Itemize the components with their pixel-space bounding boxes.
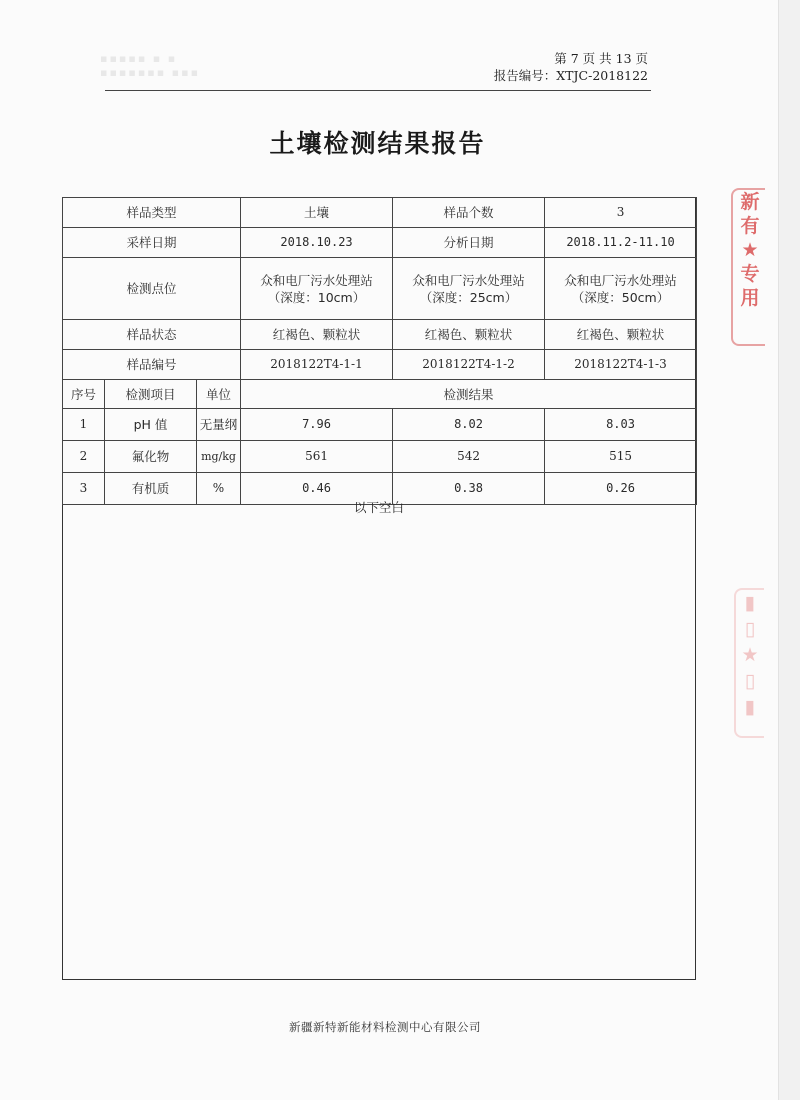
seal-star-icon: ★ bbox=[741, 239, 759, 261]
sampling-date-label: 采样日期 bbox=[63, 228, 241, 258]
column-header-result: 检测结果 bbox=[241, 380, 697, 409]
sample-type-label: 样品类型 bbox=[63, 198, 241, 228]
official-seal bbox=[731, 188, 765, 346]
faint-watermark: ▪▪▪▪▪ ▪ ▪ ▪▪▪▪▪▪▪ ▪▪▪ bbox=[100, 52, 201, 79]
analysis-date-value: 2018.11.2-11.10 bbox=[545, 228, 697, 258]
seal-char: 用 bbox=[740, 287, 760, 309]
seal-char: 有 bbox=[740, 215, 760, 237]
table-row bbox=[63, 320, 697, 350]
test-item: pH 值 bbox=[105, 409, 197, 441]
report-number: 报告编号：XTJC-2018122 bbox=[493, 68, 648, 83]
column-header-item: 检测项目 bbox=[105, 380, 197, 409]
test-point-site: 众和电厂污水处理站 bbox=[564, 272, 677, 288]
sample-state-value: 红褐色、颗粒状 bbox=[545, 320, 697, 350]
test-unit: mg/kg bbox=[197, 441, 241, 473]
sampling-date-value: 2018.10.23 bbox=[241, 228, 393, 258]
seal-char: 新 bbox=[740, 191, 760, 213]
seal-char: ▯ bbox=[744, 618, 756, 640]
blank-below-note: 以下空白 bbox=[353, 500, 404, 515]
sample-state-value: 红褐色、颗粒状 bbox=[393, 320, 545, 350]
results-header-row bbox=[63, 380, 697, 409]
test-item: 氟化物 bbox=[105, 441, 197, 473]
result-value: 515 bbox=[545, 441, 697, 473]
page-header bbox=[494, 50, 648, 84]
faded-seal bbox=[734, 588, 764, 738]
seal-char: 专 bbox=[740, 263, 760, 285]
test-point-site: 众和电厂污水处理站 bbox=[260, 272, 373, 288]
result-value: 8.03 bbox=[545, 409, 697, 441]
seal-char: ▯ bbox=[744, 670, 756, 692]
analysis-date-label: 分析日期 bbox=[393, 228, 545, 258]
header-divider bbox=[105, 90, 651, 91]
test-point-cell bbox=[241, 258, 393, 320]
row-number: 3 bbox=[63, 473, 105, 505]
sample-state-label: 样品状态 bbox=[63, 320, 241, 350]
table-row bbox=[63, 258, 697, 320]
table-row bbox=[63, 409, 697, 441]
sample-state-value: 红褐色、颗粒状 bbox=[241, 320, 393, 350]
test-item: 有机质 bbox=[105, 473, 197, 505]
column-header-no: 序号 bbox=[63, 380, 105, 409]
table-row bbox=[63, 228, 697, 258]
sample-number-value: 2018122T4-1-3 bbox=[545, 350, 697, 380]
sample-count-label: 样品个数 bbox=[393, 198, 545, 228]
table-row bbox=[63, 350, 697, 380]
sample-type-value: 土壤 bbox=[241, 198, 393, 228]
row-number: 2 bbox=[63, 441, 105, 473]
sample-number-value: 2018122T4-1-2 bbox=[393, 350, 545, 380]
seal-char: ▮ bbox=[744, 592, 756, 614]
column-header-unit: 单位 bbox=[197, 380, 241, 409]
table-row bbox=[63, 441, 697, 473]
results-table bbox=[62, 197, 697, 505]
result-value: 561 bbox=[241, 441, 393, 473]
page-info: 第 7 页 共 13 页 bbox=[554, 51, 648, 66]
row-number: 1 bbox=[63, 409, 105, 441]
test-points-label: 检测点位 bbox=[63, 258, 241, 320]
sample-number-label: 样品编号 bbox=[63, 350, 241, 380]
sample-count-value: 3 bbox=[545, 198, 697, 228]
test-point-cell bbox=[393, 258, 545, 320]
result-value: 0.26 bbox=[545, 473, 697, 505]
test-point-depth: （深度：50cm） bbox=[571, 289, 670, 305]
table-row bbox=[63, 198, 697, 228]
seal-char: ▮ bbox=[744, 696, 756, 718]
result-value: 0.46 bbox=[241, 473, 393, 505]
company-footer: 新疆新特新能材料检测中心有限公司 bbox=[289, 1020, 481, 1034]
result-value: 542 bbox=[393, 441, 545, 473]
test-unit: % bbox=[197, 473, 241, 505]
test-point-cell bbox=[545, 258, 697, 320]
result-value: 8.02 bbox=[393, 409, 545, 441]
test-point-depth: （深度：10cm） bbox=[267, 289, 366, 305]
seal-star-icon: ★ bbox=[741, 644, 759, 666]
sample-number-value: 2018122T4-1-1 bbox=[241, 350, 393, 380]
test-point-depth: （深度：25cm） bbox=[419, 289, 518, 305]
result-value: 7.96 bbox=[241, 409, 393, 441]
test-unit: 无量纲 bbox=[197, 409, 241, 441]
result-value: 0.38 bbox=[393, 473, 545, 505]
page-edge bbox=[778, 0, 800, 1100]
test-point-site: 众和电厂污水处理站 bbox=[412, 272, 525, 288]
report-title: 土壤检测结果报告 bbox=[269, 129, 486, 158]
